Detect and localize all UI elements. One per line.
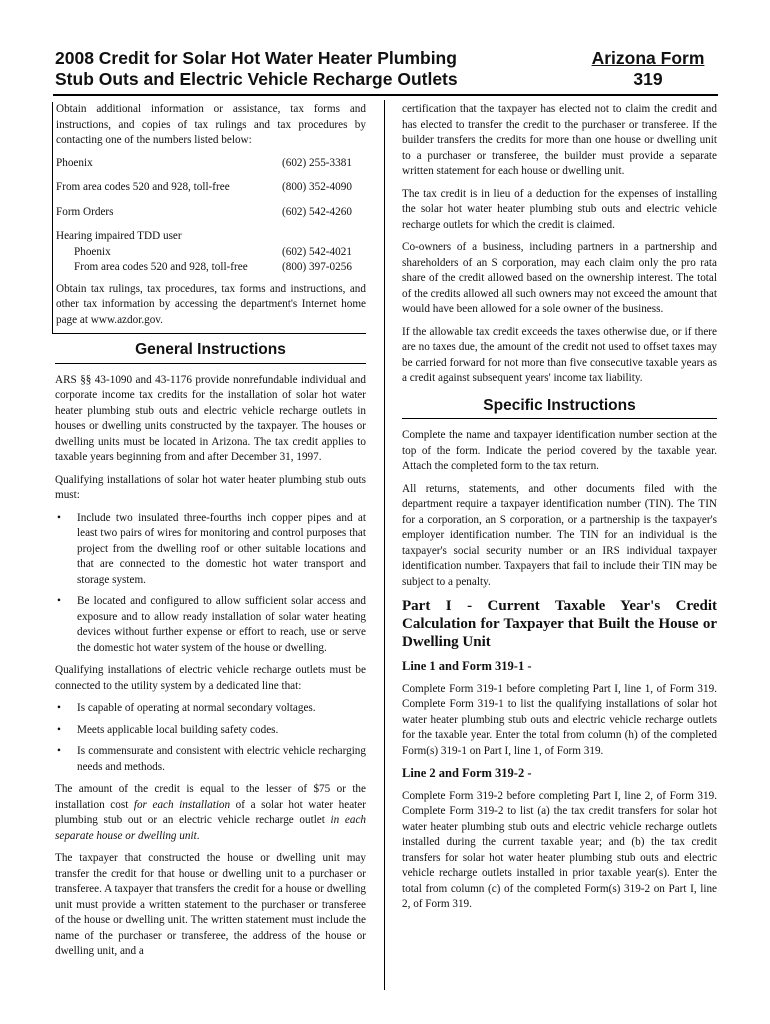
general-paragraph: If the allowable tax credit exceeds the taxes otherwise due, or if there are no taxes due, the amount of the credit not used to offset taxes may be carried forward for not more than five consecutive taxable years as a credit against subsequent years' income tax liability. <box>402 325 717 384</box>
stub-out-requirements-list <box>55 511 366 657</box>
credit-amount-paragraph: The amount of the credit is equal to the lesser of $75 or the installation cost for each installation of a solar hot water heater plumbing stub out or an electric vehicle recharge outlet in each separate house or dwelling unit. <box>55 783 366 842</box>
contact-row-forms <box>56 205 366 221</box>
line-2-heading: Line 2 and Form 319-2 - <box>402 766 532 780</box>
bullet-icon: • <box>57 595 61 607</box>
contact-label: From area codes 520 and 928, toll-free <box>74 261 248 273</box>
list-item: • Be located and configured to allow sufficient solar access and exposure and to allow ready installation of solar water heating devices without further expense or effort to reach, use or serve the domestic hot water system of the house or dwelling. <box>57 595 366 654</box>
contact-web-text: Obtain tax rulings, tax procedures, tax forms and instructions, and other tax information by accessing the department's Internet home page at www.azdor.gov. <box>56 282 366 326</box>
list-item: • Meets applicable local building safety codes. <box>55 723 366 739</box>
contact-row-phoenix <box>56 156 366 172</box>
contact-number: (602) 542-4021 <box>282 245 352 258</box>
bullet-icon: • <box>57 723 61 736</box>
general-paragraph: Co-owners of a business, including partners in a partnership and shareholders of an S corporation, may each claim only the pro rata share of the credit allowed based on the ownership interest. The total of the credits allowed all such owners may not exceed the amount that would have been allowed for a sole owner of the business. <box>402 241 717 315</box>
contact-label: Phoenix <box>74 245 111 258</box>
list-item: • Include two insulated three-fourths inch copper pipes and at least two pairs of wires for monitoring and control purposes that project from the dwelling roof or other suitable locations and that are connected to the domestic hot water transport and storage system. <box>57 511 366 586</box>
contact-number: (800) 352-4090 <box>282 181 352 193</box>
contact-number: (602) 542-4260 <box>282 205 352 218</box>
specific-instructions-heading: Specific Instructions <box>402 394 717 420</box>
contact-number: (800) 397-0256 <box>282 261 352 273</box>
contact-row-tdd-phoenix <box>56 245 366 261</box>
contact-info-box <box>52 102 366 334</box>
line-1-heading: Line 1 and Form 319-1 - <box>402 659 532 673</box>
title-line-2: Stub Outs and Electric Vehicle Recharge Outlets <box>55 69 458 89</box>
bullet-icon: • <box>57 745 61 757</box>
tdd-label: Hearing impaired TDD user <box>56 230 182 242</box>
general-instructions-heading: General Instructions <box>55 338 366 364</box>
part-1-heading: Part I - Current Taxable Year's Credit Calculation for Taxpayer that Built the House or Dwelling Unit <box>402 598 717 650</box>
contact-number: (602) 255-3381 <box>282 156 352 169</box>
form-number: 319 <box>633 69 663 89</box>
contact-label: Phoenix <box>56 156 93 169</box>
contact-label: Form Orders <box>56 205 114 218</box>
right-column <box>402 102 717 920</box>
title-line-1: 2008 Credit for Solar Hot Water Heater Plumbing <box>55 48 457 68</box>
list-item: • Is commensurate and consistent with electric vehicle recharging needs and methods. <box>57 745 366 773</box>
contact-row-tdd-tollfree <box>56 260 366 276</box>
general-paragraph: The taxpayer that constructed the house or dwelling unit may transfer the credit for that house or dwelling unit to a purchaser or transferee. A taxpayer that transfers the credit for a house or dwelling unit must provide a written statement to the purchaser or transferee of the house or dwelling unit. The written statement must include the name of the purchaser or transferee, the address of the house or dwelling unit, and a <box>55 852 366 957</box>
header-divider <box>53 94 718 96</box>
general-paragraph: The tax credit is in lieu of a deduction for the expenses of installing the solar hot water heater plumbing stub outs and electric vehicle recharge outlets for which the credit is claimed. <box>402 187 717 231</box>
column-divider <box>384 100 385 990</box>
general-paragraph: Qualifying installations of solar hot water heater plumbing stub outs must: <box>55 473 366 501</box>
general-paragraph: ARS §§ 43-1090 and 43-1176 provide nonrefundable individual and corporate income tax credits for the installation of solar hot water heater plumbing stub outs and electric vehicle recharge outlets in houses or dwelling units constructed by the taxpayer. The houses or dwelling units must be located in Arizona. The tax credit applies to taxable years beginning from and after December 31, 1997. <box>55 373 366 463</box>
line-1-text: Complete Form 319-1 before completing Part I, line 1, of Form 319. Complete Form 319-1 to list the qualifying installations of solar hot water heater plumbing stub outs and electric vehicle recharge outlets for the taxable year. Enter the total from column (h) of the completed Form(s) 319-1 on Part I, line 1, of Form 319. <box>402 682 717 757</box>
recharge-outlet-requirements-list <box>55 701 366 775</box>
form-title <box>55 48 525 90</box>
general-paragraph: certification that the taxpayer has elected not to claim the credit and has elected to transfer the credit to the purchaser or transferee. If the builder transfers the credits for more than one house or dwelling unit to a purchaser or transferee, the builder must provide a separate written statement for each house or dwelling unit. <box>402 103 717 177</box>
contact-intro: Obtain additional information or assistance, tax forms and instructions, and copies of tax rulings and tax procedures by contacting one of the numbers listed below: <box>56 103 366 146</box>
contact-row-tollfree <box>56 180 366 196</box>
form-id <box>578 48 718 90</box>
general-paragraph: Qualifying installations of electric vehicle recharge outlets must be connected to the utility system by a dedicated line that: <box>55 664 366 692</box>
bullet-icon: • <box>57 511 61 524</box>
list-item: • Is capable of operating at normal secondary voltages. <box>55 701 366 717</box>
left-column <box>55 102 366 967</box>
specific-paragraph: Complete the name and taxpayer identification number section at the top of the form. Indicate the period covered by the taxable year. Attach the completed form to the tax return. <box>402 429 717 472</box>
line-2-text: Complete Form 319-2 before completing Part I, line 2, of Form 319. Complete Form 319-2 to list (a) the tax credit transfers for solar hot water heater plumbing stub outs and electric vehicle recharge outlets installed during the current taxable year; and (b) the tax credit transfers for solar hot water heater plumbing stub outs and electric vehicle recharge outlets installed in prior taxable year(s). Enter the total from column (c) of the completed Form(s) 319-2 on Part I, line 2, of Form 319. <box>402 789 717 910</box>
bullet-icon: • <box>57 702 61 714</box>
contact-label: From area codes 520 and 928, toll-free <box>56 181 230 193</box>
specific-paragraph: All returns, statements, and other documents filed with the department require a taxpayer identification number (TIN). The TIN for a corporation, an S corporation, or a partnership is the taxpayer's employer identification number. The TIN for an individual is the taxpayer's social security number or an IRS individual taxpayer identification number. Taxpayers that fail to include their TIN may be subject to a penalty. <box>402 482 717 588</box>
form-label: Arizona Form <box>591 48 705 68</box>
